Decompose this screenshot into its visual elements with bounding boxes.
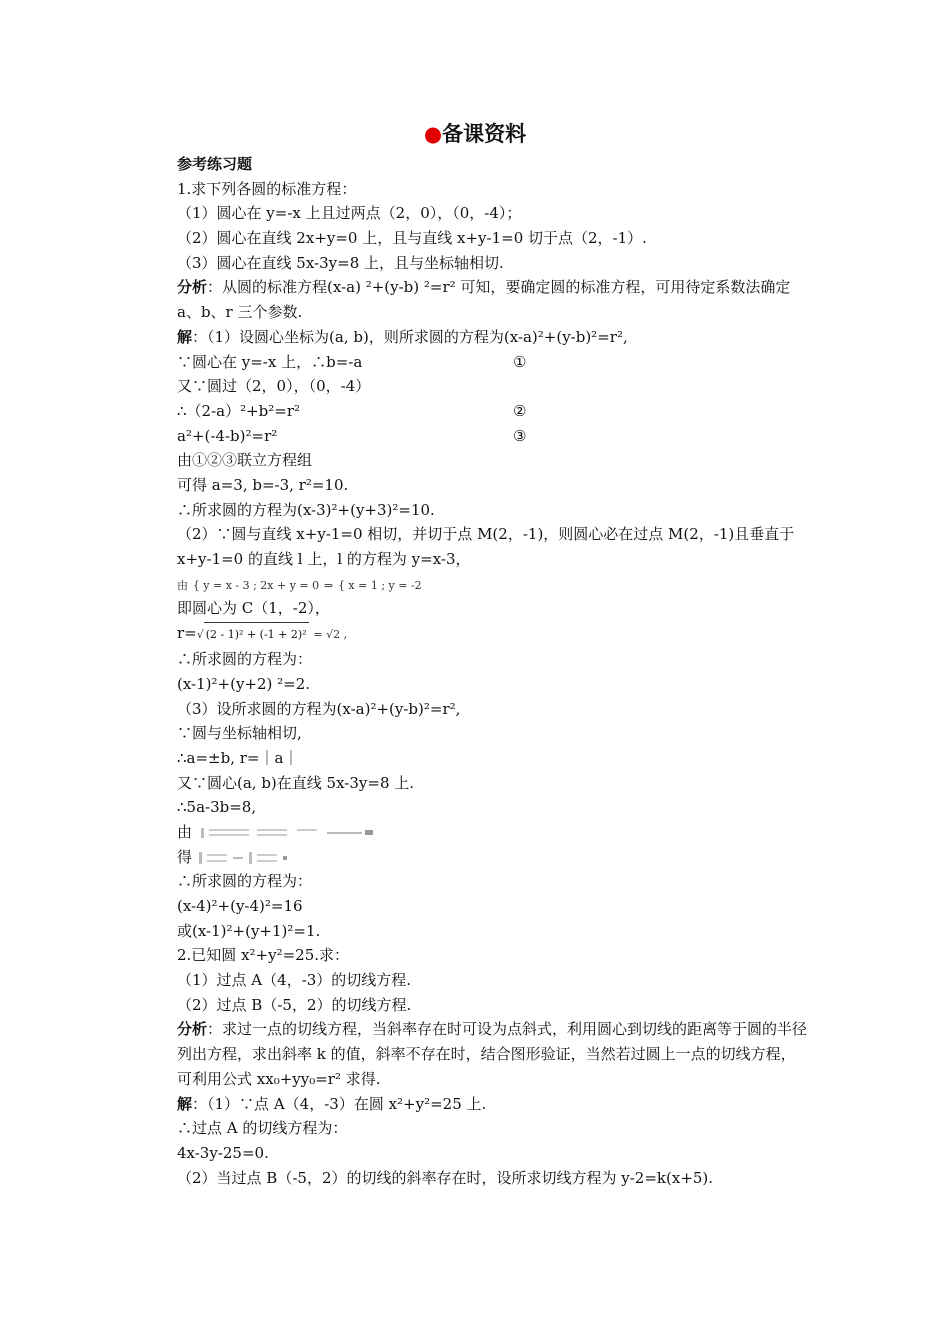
bullet-icon: ●	[423, 122, 443, 146]
solution-3: （3）设所求圆的方程为(x-a)²+(y-b)²=r²,	[177, 699, 461, 718]
solution-line: 又∵圆过（2，0），（0，-4）	[177, 377, 371, 396]
solution-line: ∵圆心在 y=-x 上，∴b=-a ①	[145, 350, 810, 375]
solution-line: ∴所求圆的方程为：	[177, 872, 313, 891]
radius-formula: r=√ (2 - 1)² + (-1 + 2)² = √2 ,	[145, 621, 810, 647]
solution-line: 又∵圆心(a, b)在直线 5x-3y=8 上.	[177, 773, 415, 792]
section-heading: 参考练习题	[177, 155, 253, 173]
equation-image	[197, 825, 387, 841]
solution-line: (x-4)²+(y-4)²=16	[177, 897, 303, 915]
solution-line: (x-1)²+(y+2) ²=2.	[177, 674, 311, 693]
problem-2-part-2: （2）过点 B（-5，2）的切线方程.	[177, 995, 412, 1014]
equation-mark: ③	[513, 426, 527, 445]
solution-line: a²+(-4-b)²=r² ③	[145, 424, 810, 449]
solution-line: 由①②③联立方程组	[177, 451, 313, 470]
problem-1-part-3: （3）圆心在直线 5x-3y=8 上，且与坐标轴相切.	[177, 253, 504, 272]
solution-1: 解：（1）设圆心坐标为(a, b)，则所求圆的方程为(x-a)²+(y-b)²=r²,	[177, 327, 628, 346]
equation-mark: ①	[513, 352, 527, 371]
solution-2: （2）∵圆与直线 x+y-1=0 相切，并切于点 M(2，-1)，则圆心必在过点 M(2，-1)且垂直于 x+y-1=0 的直线 l 上，l 的方程为 y=x-3，	[177, 525, 795, 569]
equation-image	[197, 850, 347, 866]
solution-line: 即圆心为 C（1，-2），	[177, 599, 330, 618]
solution-line: ∴所求圆的方程为(x-3)²+(y+3)²=10.	[177, 500, 435, 519]
equation-system: 由 { y = x - 3 ; 2x + y = 0 ⇒ { x = 1 ; y = -2	[177, 578, 422, 592]
analysis-2: 分析：求过一点的切线方程，当斜率存在时可设为点斜式，利用圆心到切线的距离等于圆的半径列出方程，求出斜率 k 的值，斜率不存在时，结合图形验证，当然若过圆上一点的切线方程，可利用公式 xx₀+yy₀=r² 求得.	[177, 1020, 808, 1088]
problem-2-part-1: （1）过点 A（4，-3）的切线方程.	[177, 971, 412, 990]
problem-2: 2.已知圆 x²+y²=25.求：	[177, 946, 350, 965]
solution-line: ∴5a-3b=8,	[177, 798, 257, 817]
equation-system-image: 得	[145, 845, 810, 870]
solution-line: 或(x-1)²+(y+1)²=1.	[177, 921, 321, 940]
solution-line: ∴（2-a）²+b²=r² ②	[145, 399, 810, 424]
problem-1-part-1: （1）圆心在 y=-x 上且过两点（2，0），（0，-4）；	[177, 204, 522, 223]
equation-system-image: 由	[145, 820, 810, 845]
solution-line: ∵圆与坐标轴相切,	[177, 724, 302, 743]
solution-line: ∴过点 A 的切线方程为：	[177, 1119, 348, 1138]
problem-1-part-2: （2）圆心在直线 2x+y=0 上，且与直线 x+y-1=0 切于点（2，-1）.	[177, 229, 647, 248]
equation-mark: ②	[513, 401, 527, 420]
solution-2-1: 解：（1）∵点 A（4，-3）在圆 x²+y²=25 上.	[177, 1094, 487, 1113]
page-title: ●备课资料	[423, 122, 527, 146]
solution-line: ∴a=±b, r=｜a｜	[177, 748, 299, 767]
solution-line: 4x-3y-25=0.	[177, 1143, 269, 1162]
solution-line: ∴所求圆的方程为：	[177, 650, 313, 669]
solution-2-2: （2）当过点 B（-5，2）的切线的斜率存在时，设所求切线方程为 y-2=k(x+5).	[177, 1168, 714, 1187]
solution-line: 可得 a=3, b=-3, r²=10.	[177, 475, 349, 494]
document-body	[145, 152, 810, 1190]
analysis-1: 分析：从圆的标准方程(x-a) ²+(y-b) ²=r² 可知，要确定圆的标准方程，可用待定系数法确定 a、b、r 三个参数.	[177, 278, 791, 322]
problem-1: 1.求下列各圆的标准方程：	[177, 179, 357, 198]
